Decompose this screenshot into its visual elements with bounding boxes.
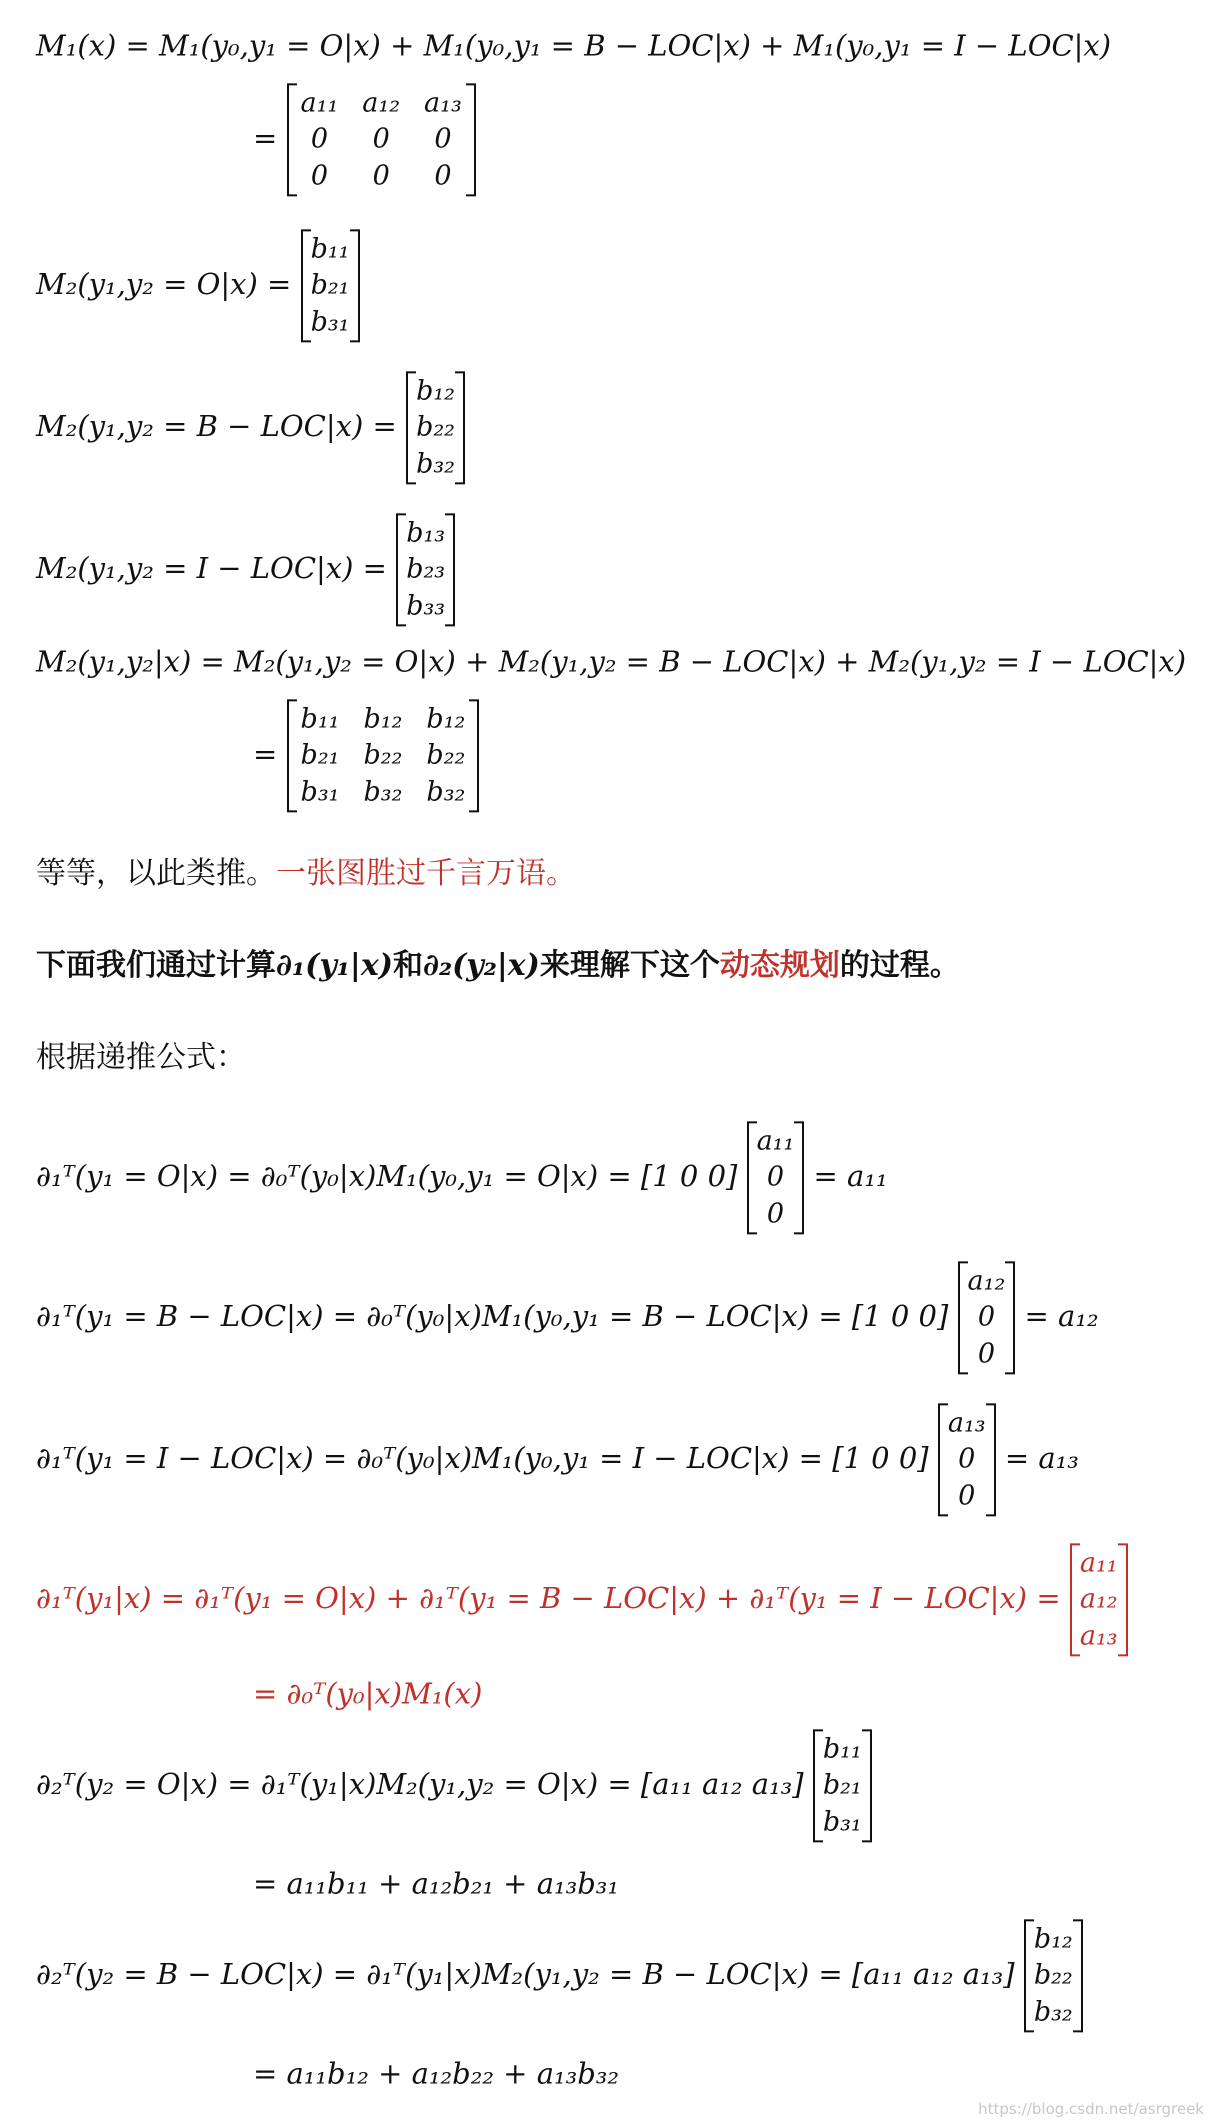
b-cell: b₁₂ [416, 375, 455, 407]
v-cell: a₁₂ [967, 1265, 1006, 1297]
intro-highlight: 动态规划 [719, 948, 840, 983]
a-cell: a₁₁ [1079, 1547, 1118, 1579]
vector-b-col3-table [398, 515, 453, 624]
intro-sentence [36, 948, 960, 983]
a-cell: a₁₂ [1079, 1583, 1118, 1615]
eq-d2-b-loc-result: = a₁₁b₁₂ + a₁₂b₂₂ + a₁₃b₃₂ [253, 2056, 620, 2091]
vector-a-sum [1070, 1543, 1128, 1656]
eq-m2-sum: M₂(y₁,y₂|x) = M₂(y₁,y₂ = O|x) + M₂(y₁,y₂ = B − LOC|x) + M₂(y₁,y₂ = I − LOC|x) [36, 644, 1187, 679]
matrix-m2 [287, 699, 480, 812]
vector-b-col2-table [408, 373, 463, 482]
m2-cell: b₁₁ [300, 703, 340, 735]
eq-d1-b-loc [36, 1261, 1099, 1374]
eq-m1-matrix [253, 83, 476, 196]
m1-cell: a₁₂ [362, 87, 401, 119]
v-cell: 0 [766, 1198, 785, 1230]
m1-cell: 0 [434, 123, 452, 155]
eq-d1-b-loc-result: = a₁₂ [1024, 1299, 1099, 1333]
eq-d1-sum [36, 1543, 1128, 1656]
vector-b-col1-repeat-table [815, 1731, 870, 1840]
m1-cell: 0 [310, 123, 328, 155]
eq-d2-o [36, 1729, 872, 1842]
b-cell: b₁₂ [1033, 1923, 1073, 1955]
m2-cell: b₁₂ [426, 703, 466, 735]
b-cell: b₁₃ [406, 517, 446, 549]
eq-d1-i-loc-lhs: ∂₁ᵀ(y₁ = I − LOC|x) = ∂₀ᵀ(y₀|x)M₁(y₀,y₁ = I − LOC|x) = [1 0 0] [36, 1441, 929, 1475]
m2-cell: b₃₁ [300, 776, 340, 808]
eq-m2-b-loc [36, 371, 465, 484]
eq-m2-o-lhs: M₂(y₁,y₂ = O|x) = [36, 267, 292, 301]
eq-m2-b-loc-lhs: M₂(y₁,y₂ = B − LOC|x) = [36, 409, 397, 443]
intro-text-d: 的过程。 [839, 948, 960, 983]
m2-cell: b₂₂ [426, 739, 466, 771]
intro-math-2: ∂₂(y₂|x) [422, 948, 540, 983]
eq-m2-i-loc-lhs: M₂(y₁,y₂ = I − LOC|x) = [36, 551, 387, 585]
m1-cell: 0 [372, 123, 390, 155]
v-cell: 0 [766, 1161, 785, 1193]
eq-sign: = [253, 737, 278, 771]
m1-cell: a₁₃ [424, 87, 462, 119]
vector-b-col2-repeat-table [1026, 1921, 1081, 2030]
vector-v3-table [940, 1405, 994, 1514]
eq-d2-b-loc-lhs: ∂₂ᵀ(y₂ = B − LOC|x) = ∂₁ᵀ(y₁|x)M₂(y₁,y₂ = B − LOC|x) = [a₁₁ a₁₂ a₁₃] [36, 1957, 1015, 1991]
a-cell: a₁₃ [1079, 1620, 1118, 1652]
eq-d1-o-lhs: ∂₁ᵀ(y₁ = O|x) = ∂₀ᵀ(y₀|x)M₁(y₀,y₁ = O|x) = [1 0 0] [36, 1159, 738, 1193]
v-cell: 0 [958, 1443, 976, 1475]
v-cell: 0 [977, 1301, 996, 1333]
etc-sentence [36, 856, 576, 891]
b-cell: b₂₂ [1033, 1959, 1073, 1991]
m2-cell: b₃₂ [363, 776, 403, 808]
eq-d2-o-lhs: ∂₂ᵀ(y₂ = O|x) = ∂₁ᵀ(y₁|x)M₂(y₁,y₂ = O|x) = [a₁₁ a₁₂ a₁₃] [36, 1767, 804, 1801]
formula-label: 根据递推公式： [36, 1040, 246, 1075]
matrix-m1-table [289, 85, 474, 194]
eq-d1-sum-lhs: ∂₁ᵀ(y₁|x) = ∂₁ᵀ(y₁ = O|x) + ∂₁ᵀ(y₁ = B − LOC|x) + ∂₁ᵀ(y₁ = I − LOC|x) = [36, 1581, 1061, 1615]
b-cell: b₃₂ [1033, 1996, 1073, 2028]
b-cell: b₃₁ [310, 306, 350, 338]
b-cell: b₁₁ [822, 1733, 862, 1765]
vector-b-col2-repeat [1024, 1919, 1083, 2032]
matrix-m2-table [289, 701, 478, 810]
vector-b-col3 [396, 513, 455, 626]
m2-cell: b₁₂ [363, 703, 403, 735]
matrix-m1 [287, 83, 476, 196]
b-cell: b₂₁ [310, 269, 350, 301]
intro-text-a: 下面我们通过计算 [36, 948, 276, 983]
m1-cell: 0 [310, 160, 328, 192]
vector-a-sum-table [1072, 1545, 1126, 1654]
b-cell: b₃₂ [416, 448, 455, 480]
b-cell: b₁₁ [310, 233, 350, 265]
eq-m2-i-loc [36, 513, 455, 626]
m1-cell: 0 [434, 160, 452, 192]
m1-cell: a₁₁ [300, 87, 339, 119]
m2-cell: b₃₂ [426, 776, 466, 808]
etc-text: 等等，以此类推。 [36, 856, 276, 891]
intro-math-1: ∂₁(y₁|x) [276, 948, 393, 983]
eq-d2-b-loc [36, 1919, 1083, 2032]
eq-sign: = [253, 121, 278, 155]
vector-b-col1 [301, 229, 360, 342]
vector-v1 [747, 1121, 805, 1234]
eq-d1-i-loc [36, 1403, 1079, 1516]
b-cell: b₂₃ [406, 553, 446, 585]
eq-d1-b-loc-lhs: ∂₁ᵀ(y₁ = B − LOC|x) = ∂₀ᵀ(y₀|x)M₁(y₀,y₁ = B − LOC|x) = [1 0 0] [36, 1299, 949, 1333]
intro-text-b: 和 [392, 948, 423, 983]
m1-cell: 0 [372, 160, 390, 192]
vector-b-col1-table [303, 231, 358, 340]
eq-d1-compact: = ∂₀ᵀ(y₀|x)M₁(x) [253, 1676, 483, 1711]
etc-highlight: 一张图胜过千言万语。 [276, 856, 576, 891]
eq-d2-o-result: = a₁₁b₁₁ + a₁₂b₂₁ + a₁₃b₃₁ [253, 1866, 620, 1901]
vector-b-col2 [406, 371, 465, 484]
eq-d1-o [36, 1121, 888, 1234]
watermark: https://blog.csdn.net/asrgreek [978, 2100, 1204, 2118]
vector-b-col1-repeat [813, 1729, 872, 1842]
v-cell: 0 [958, 1480, 976, 1512]
m2-cell: b₂₂ [363, 739, 403, 771]
b-cell: b₂₂ [416, 411, 455, 443]
vector-v2 [958, 1261, 1016, 1374]
eq-m1-sum: M₁(x) = M₁(y₀,y₁ = O|x) + M₁(y₀,y₁ = B − LOC|x) + M₁(y₀,y₁ = I − LOC|x) [36, 28, 1112, 63]
intro-text-c: 来理解下这个 [539, 948, 720, 983]
eq-d1-i-loc-result: = a₁₃ [1004, 1441, 1079, 1475]
eq-m2-matrix [253, 699, 479, 812]
vector-v3 [938, 1403, 996, 1516]
v-cell: a₁₃ [947, 1407, 986, 1439]
v-cell: 0 [977, 1338, 996, 1370]
eq-m2-o [36, 229, 360, 342]
m2-cell: b₂₁ [300, 739, 340, 771]
vector-v1-table [749, 1123, 803, 1232]
b-cell: b₃₃ [406, 590, 446, 622]
eq-d1-o-result: = a₁₁ [813, 1159, 888, 1193]
vector-v2-table [960, 1263, 1014, 1372]
b-cell: b₂₁ [822, 1769, 862, 1801]
v-cell: a₁₁ [756, 1125, 795, 1157]
b-cell: b₃₁ [822, 1806, 862, 1838]
